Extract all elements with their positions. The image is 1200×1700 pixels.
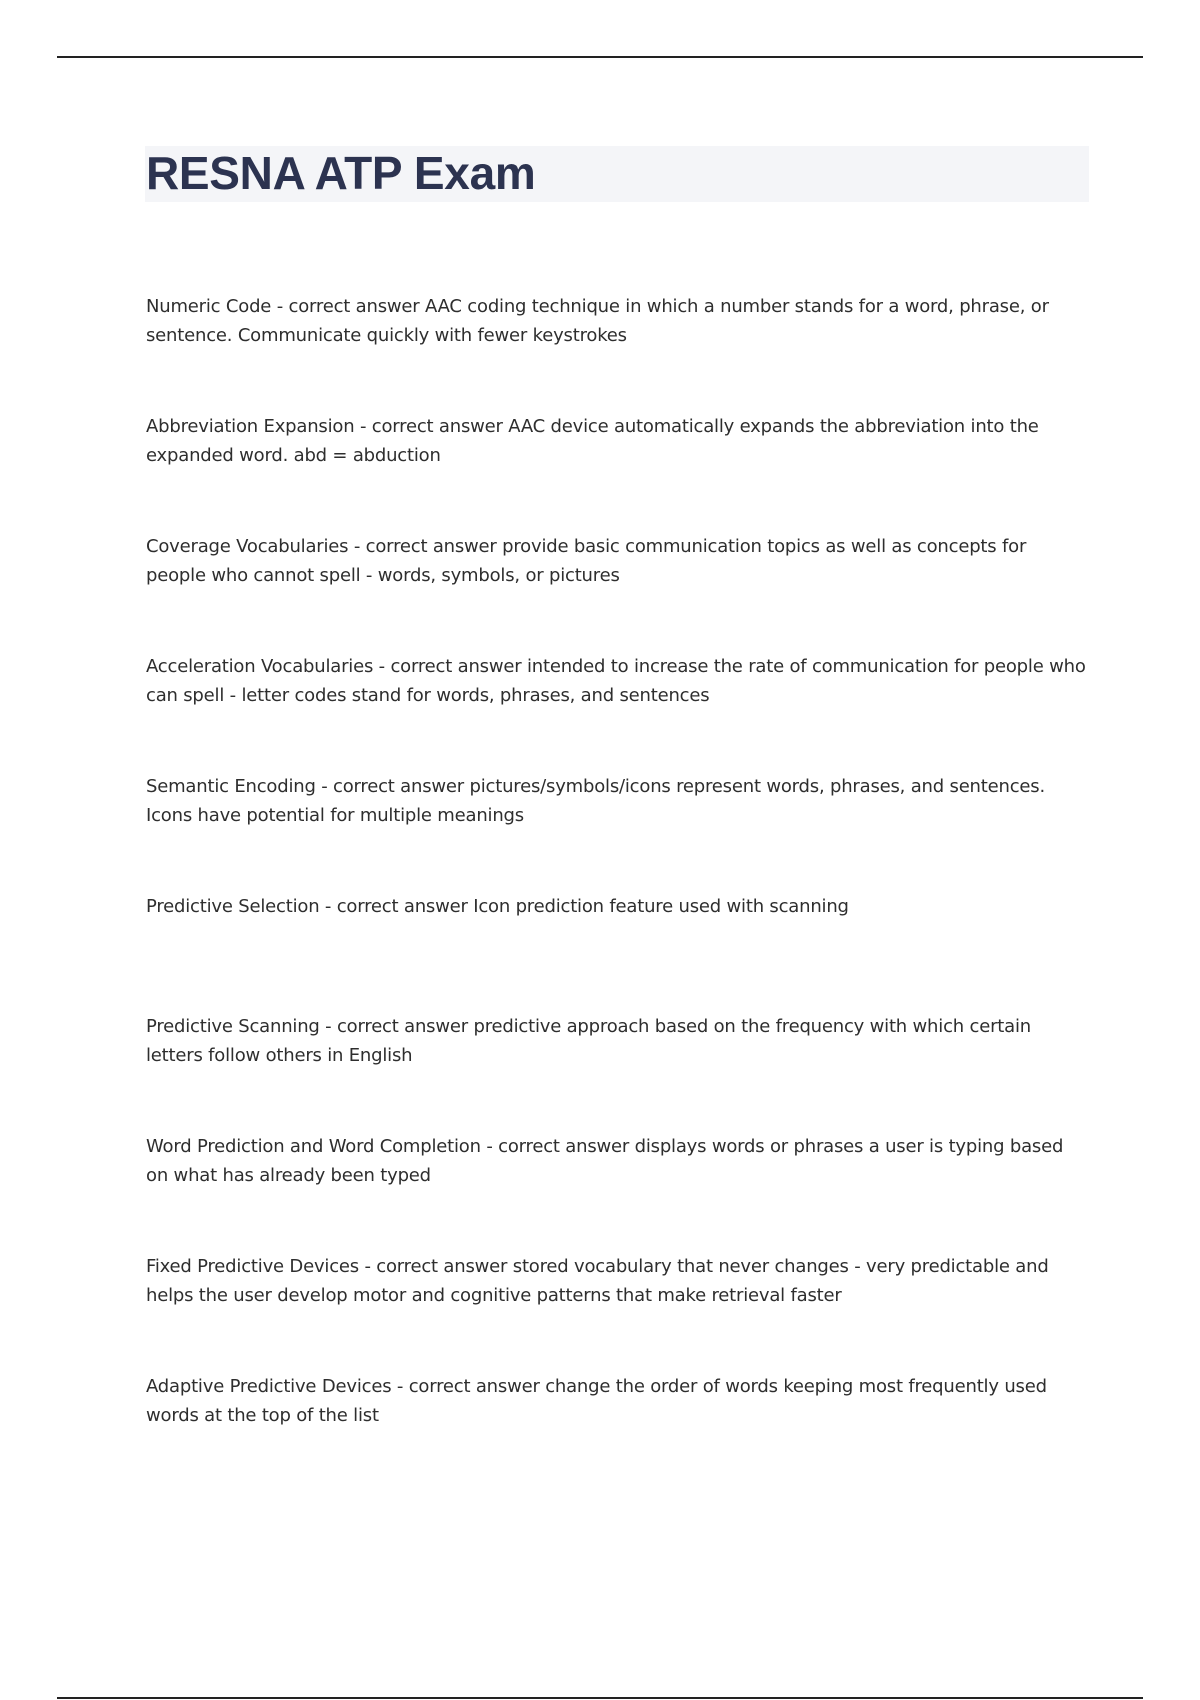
flashcard-adaptive-predictive-devices: Adaptive Predictive Devices - correct answer change the order of words keeping most frequently used words at the top of the list bbox=[146, 1376, 1047, 1426]
flashcard-fixed-predictive-devices: Fixed Predictive Devices - correct answer stored vocabulary that never changes - very predictable and helps the user develop motor and cognitive patterns that make retrieval faster bbox=[146, 1256, 1049, 1306]
flashcard-word-prediction: Word Prediction and Word Completion - correct answer displays words or phrases a user is typing based on what has already been typed bbox=[146, 1136, 1064, 1186]
flashcard-acceleration-vocabularies: Acceleration Vocabularies - correct answer intended to increase the rate of communication for people who can spell - letter codes stand for words, phrases, and sentences bbox=[146, 656, 1086, 706]
bottom-rule bbox=[57, 1697, 1143, 1699]
top-rule bbox=[57, 56, 1143, 58]
flashcard-numeric-code: Numeric Code - correct answer AAC coding technique in which a number stands for a word, phrase, or sentence. Communicate quickly with fewer keystrokes bbox=[146, 296, 1049, 346]
flashcard-predictive-scanning: Predictive Scanning - correct answer predictive approach based on the frequency with which certain letters follow others in English bbox=[146, 1016, 1031, 1066]
flashcard-coverage-vocabularies: Coverage Vocabularies - correct answer provide basic communication topics as well as concepts for people who cannot spell - words, symbols, or pictures bbox=[146, 536, 1027, 586]
page-title: RESNA ATP Exam bbox=[146, 147, 536, 199]
flashcard-abbreviation-expansion: Abbreviation Expansion - correct answer AAC device automatically expands the abbreviation into the expanded word. abd = abduction bbox=[146, 416, 1039, 466]
flashcard-semantic-encoding: Semantic Encoding - correct answer pictures/symbols/icons represent words, phrases, and sentences. Icons have potential for multiple meanings bbox=[146, 776, 1045, 826]
flashcard-list bbox=[146, 292, 1086, 1492]
flashcard-predictive-selection: Predictive Selection - correct answer Icon prediction feature used with scanning bbox=[146, 896, 849, 917]
